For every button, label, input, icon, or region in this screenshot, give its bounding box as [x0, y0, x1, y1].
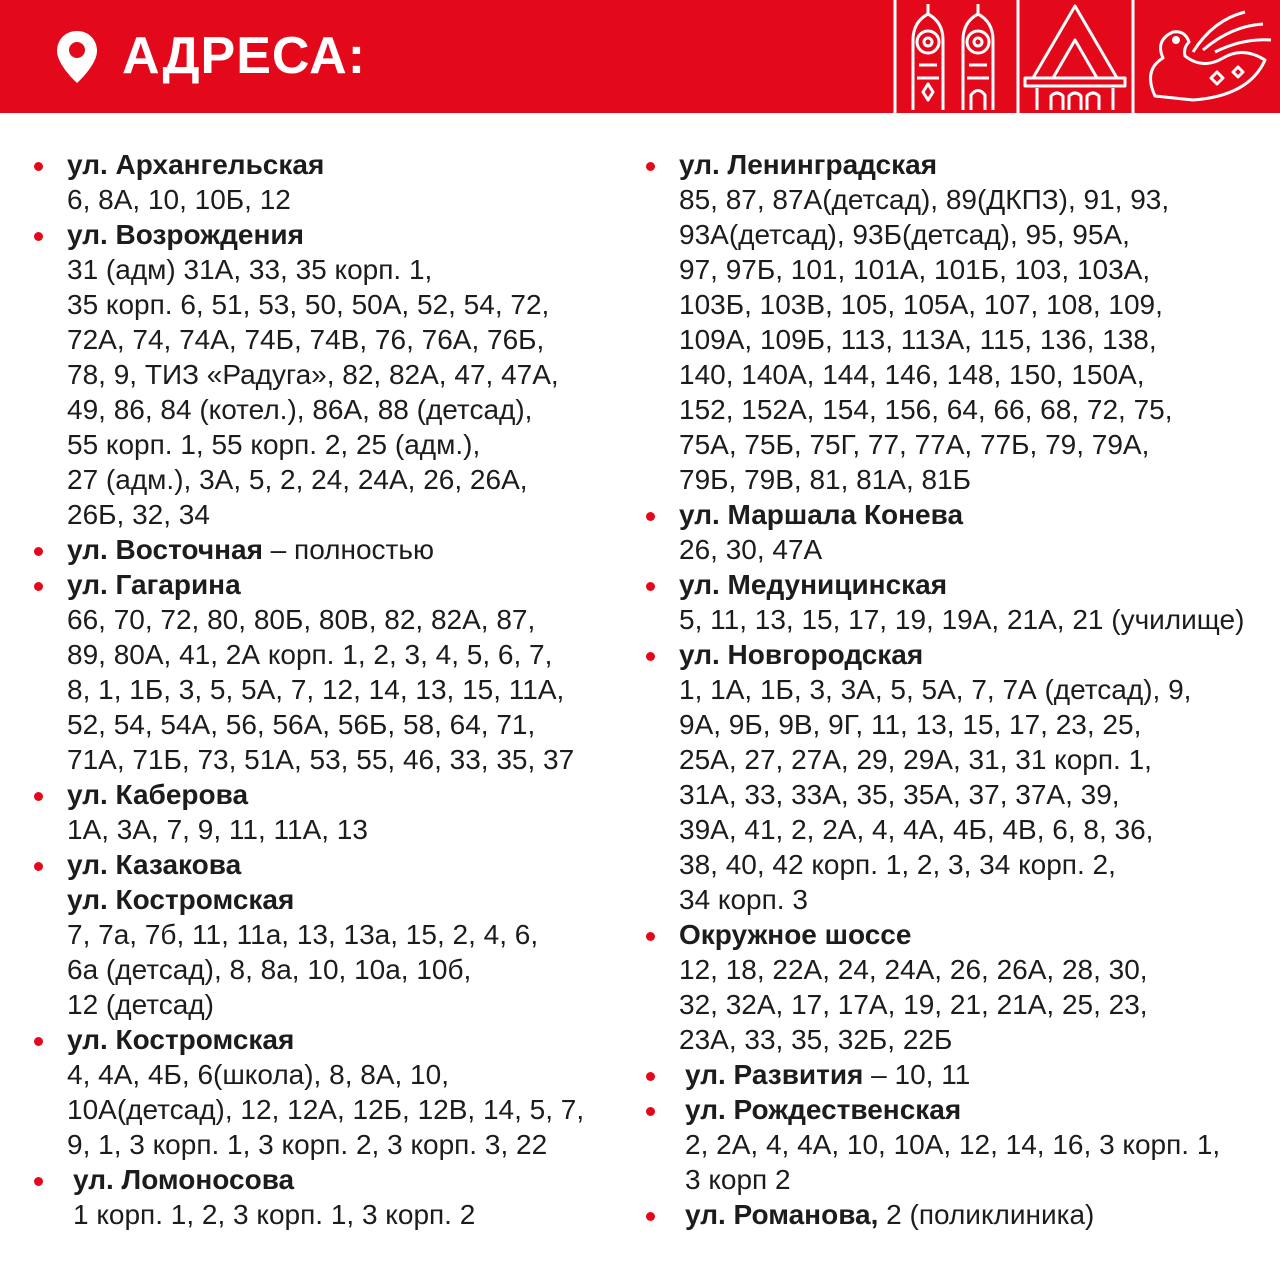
- address-entry: [34, 847, 634, 882]
- bullet-dot-icon: [34, 232, 43, 241]
- street-name: ул. Казакова: [67, 849, 242, 880]
- street-name: ул. Каберова: [67, 779, 249, 810]
- house-numbers-line: 152, 152А, 154, 156, 64, 66, 68, 72, 75,: [679, 394, 1173, 425]
- page-title: АДРЕСА:: [122, 27, 367, 85]
- street-heading: [67, 567, 634, 602]
- header-banner: [0, 0, 1280, 113]
- street-heading: [679, 147, 1276, 182]
- address-column-left: [34, 147, 634, 1232]
- ornament-towers-icon: [913, 4, 993, 110]
- house-numbers-line: 78, 9, ТИЗ «Радуга», 82, 82А, 47, 47А,: [67, 359, 559, 390]
- street-heading: [67, 1022, 634, 1057]
- house-numbers-line: 140, 140А, 144, 146, 148, 150, 150А,: [679, 359, 1145, 390]
- house-numbers-line: 12, 18, 22А, 24, 24А, 26, 26А, 28, 30,: [679, 954, 1148, 985]
- street-heading: [685, 1197, 1276, 1232]
- address-entry: [34, 532, 634, 567]
- address-column-right: [646, 147, 1276, 1232]
- house-numbers-line: 3 корп 2: [685, 1164, 791, 1195]
- house-numbers-line: 79Б, 79В, 81, 81А, 81Б: [679, 464, 972, 495]
- street-name: ул. Романова,: [685, 1199, 879, 1230]
- address-entry: [646, 1057, 1276, 1092]
- house-numbers-line: 55 корп. 1, 55 корп. 2, 25 (адм.),: [67, 429, 481, 460]
- street-name: ул. Медуницинская: [679, 569, 948, 600]
- bullet-dot-icon: [646, 1212, 655, 1221]
- house-numbers-line: 1 корп. 1, 2, 3 корп. 1, 3 корп. 2: [73, 1199, 476, 1230]
- ornament-bird-icon: [1151, 12, 1272, 100]
- address-entry: [646, 567, 1276, 637]
- address-entry: [646, 637, 1276, 917]
- house-numbers-line: 32, 32А, 17, 17А, 19, 21, 21А, 25, 23,: [679, 989, 1148, 1020]
- address-entry: [34, 567, 634, 777]
- street-name: ул. Ломоносова: [73, 1164, 295, 1195]
- house-numbers-line: 9А, 9Б, 9В, 9Г, 11, 13, 15, 17, 23, 25,: [679, 709, 1142, 740]
- street-heading: [685, 1092, 1276, 1127]
- house-numbers-line: 71А, 71Б, 73, 51А, 53, 55, 46, 33, 35, 37: [67, 744, 575, 775]
- house-numbers-line: 38, 40, 42 корп. 1, 2, 3, 34 корп. 2,: [679, 849, 1116, 880]
- street-name: ул. Возрождения: [67, 219, 304, 250]
- house-numbers-line: 103Б, 103В, 105, 105А, 107, 108, 109,: [679, 289, 1163, 320]
- house-numbers-line: 6, 8А, 10, 10Б, 12: [67, 184, 291, 215]
- bullet-dot-icon: [34, 1037, 43, 1046]
- street-name: ул. Костромская: [67, 884, 295, 915]
- address-entry: [646, 497, 1276, 567]
- street-heading: [685, 1057, 1276, 1092]
- street-name: ул. Ленинградская: [679, 149, 938, 180]
- street-heading: [73, 1162, 634, 1197]
- address-entry: [646, 1197, 1276, 1232]
- house-numbers-line: 7, 7а, 7б, 11, 11а, 13, 13а, 15, 2, 4, 6,: [67, 919, 539, 950]
- street-heading: [67, 217, 634, 252]
- house-numbers-line: 97, 97Б, 101, 101А, 101Б, 103, 103А,: [679, 254, 1151, 285]
- house-numbers-line: 109А, 109Б, 113, 113А, 115, 136, 138,: [679, 324, 1157, 355]
- bullet-dot-icon: [646, 162, 655, 171]
- house-numbers-line: 26Б, 32, 34: [67, 499, 210, 530]
- bullet-dot-icon: [646, 1072, 655, 1081]
- street-heading: [67, 847, 634, 882]
- bullet-dot-icon: [646, 1107, 655, 1116]
- address-entry: [34, 882, 634, 1022]
- street-heading: [679, 567, 1276, 602]
- street-note: – 10, 11: [863, 1059, 971, 1090]
- house-numbers-line: 23А, 33, 35, 32Б, 22Б: [679, 1024, 953, 1055]
- house-numbers-line: 89, 80А, 41, 2А корп. 1, 2, 3, 4, 5, 6, 7,: [67, 639, 553, 670]
- house-numbers-line: 5, 11, 13, 15, 17, 19, 19А, 21А, 21 (училище): [679, 604, 1245, 635]
- house-numbers-line: 6а (детсад), 8, 8а, 10, 10а, 10б,: [67, 954, 472, 985]
- house-numbers-line: 49, 86, 84 (котел.), 86А, 88 (детсад),: [67, 394, 533, 425]
- street-name: ул. Рождественская: [685, 1094, 962, 1125]
- house-numbers-line: 1, 1А, 1Б, 3, 3А, 5, 5А, 7, 7А (детсад), 9,: [679, 674, 1192, 705]
- street-note: 2 (поликлиника): [878, 1199, 1095, 1230]
- ornament-tent-roof-icon: [1025, 6, 1125, 110]
- address-entry: [34, 777, 634, 847]
- street-name: ул. Развития: [685, 1059, 864, 1090]
- house-numbers-line: 27 (адм.), 3А, 5, 2, 24, 24А, 26, 26А,: [67, 464, 528, 495]
- bullet-dot-icon: [646, 512, 655, 521]
- house-numbers-line: 8, 1, 1Б, 3, 5, 5А, 7, 12, 14, 13, 15, 11А,: [67, 674, 565, 705]
- house-numbers-line: 39А, 41, 2, 2А, 4, 4А, 4Б, 4В, 6, 8, 36,: [679, 814, 1154, 845]
- street-heading: [679, 917, 1276, 952]
- address-entry: [34, 147, 634, 217]
- house-numbers-line: 1А, 3А, 7, 9, 11, 11А, 13: [67, 814, 368, 845]
- street-heading: [679, 637, 1276, 672]
- bullet-dot-icon: [34, 1177, 43, 1186]
- house-numbers-line: 9, 1, 3 корп. 1, 3 корп. 2, 3 корп. 3, 22: [67, 1129, 548, 1160]
- house-numbers-line: 93А(детсад), 93Б(детсад), 95, 95А,: [679, 219, 1130, 250]
- street-name: ул. Гагарина: [67, 569, 241, 600]
- street-heading: [67, 532, 634, 567]
- street-heading: [67, 882, 634, 917]
- street-heading: [679, 497, 1276, 532]
- bullet-dot-icon: [646, 582, 655, 591]
- bullet-dot-icon: [34, 792, 43, 801]
- house-numbers-line: 4, 4А, 4Б, 6(школа), 8, 8А, 10,: [67, 1059, 449, 1090]
- house-numbers-line: 66, 70, 72, 80, 80Б, 80В, 82, 82А, 87,: [67, 604, 536, 635]
- address-entry: [34, 1162, 634, 1232]
- house-numbers-line: 31А, 33, 33А, 35, 35А, 37, 37А, 39,: [679, 779, 1120, 810]
- house-numbers-line: 26, 30, 47А: [679, 534, 823, 565]
- house-numbers-line: 35 корп. 6, 51, 53, 50, 50А, 52, 54, 72,: [67, 289, 550, 320]
- street-name: ул. Маршала Конева: [679, 499, 964, 530]
- bullet-dot-icon: [646, 932, 655, 941]
- address-entry: [646, 917, 1276, 1057]
- house-numbers-line: 75А, 75Б, 75Г, 77, 77А, 77Б, 79, 79А,: [679, 429, 1150, 460]
- house-numbers-line: 25А, 27, 27А, 29, 29А, 31, 31 корп. 1,: [679, 744, 1152, 775]
- street-heading: [67, 147, 634, 182]
- bullet-dot-icon: [34, 862, 43, 871]
- house-numbers-line: 34 корп. 3: [679, 884, 808, 915]
- street-note: – полностью: [262, 534, 434, 565]
- address-entry: [646, 147, 1276, 497]
- bullet-dot-icon: [34, 582, 43, 591]
- house-numbers-line: 52, 54, 54А, 56, 56А, 56Б, 58, 64, 71,: [67, 709, 536, 740]
- street-heading: [67, 777, 634, 812]
- street-name: ул. Восточная: [67, 534, 263, 565]
- ornament-icon: [893, 0, 1280, 113]
- house-numbers-line: 2, 2А, 4, 4А, 10, 10А, 12, 14, 16, 3 корп. 1,: [685, 1129, 1221, 1160]
- bullet-dot-icon: [646, 652, 655, 661]
- address-entry: [34, 1022, 634, 1162]
- bullet-dot-icon: [34, 547, 43, 556]
- street-name: ул. Костромская: [67, 1024, 295, 1055]
- house-numbers-line: 85, 87, 87А(детсад), 89(ДКПЗ), 91, 93,: [679, 184, 1170, 215]
- house-numbers-line: 10А(детсад), 12, 12А, 12Б, 12В, 14, 5, 7,: [67, 1094, 585, 1125]
- house-numbers-line: 12 (детсад): [67, 989, 214, 1020]
- street-name: Окружное шоссе: [679, 919, 912, 950]
- bullet-dot-icon: [34, 162, 43, 171]
- house-numbers-line: 72А, 74, 74А, 74Б, 74В, 76, 76А, 76Б,: [67, 324, 545, 355]
- street-name: ул. Новгородская: [679, 639, 924, 670]
- location-pin-icon: [55, 29, 99, 85]
- street-name: ул. Архангельская: [67, 149, 325, 180]
- address-entry: [646, 1092, 1276, 1197]
- house-numbers-line: 31 (адм) 31А, 33, 35 корп. 1,: [67, 254, 433, 285]
- address-entry: [34, 217, 634, 532]
